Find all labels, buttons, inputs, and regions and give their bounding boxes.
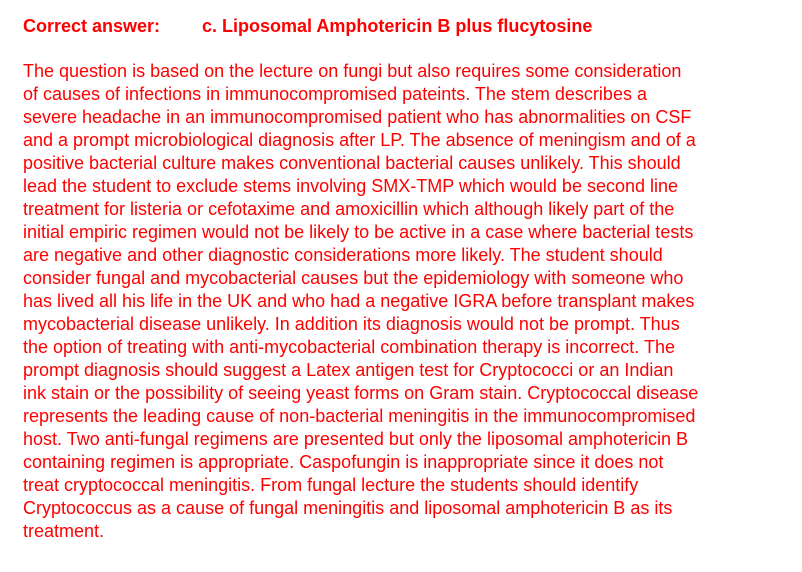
correct-answer-label: Correct answer: [23,16,161,36]
explanation-line: prompt diagnosis should suggest a Latex antigen test for Cryptococci or an Indian [23,360,674,380]
explanation-line: containing regimen is appropriate. Caspofungin is inappropriate since it does not [23,452,664,472]
explanation-line: are negative and other diagnostic considerations more likely. The student should [23,245,663,265]
explanation-line: ink stain or the possibility of seeing yeast forms on Gram stain. Cryptococcal disease [23,383,699,403]
explanation-line: of causes of infections in immunocompromised pateints. The stem describes a [23,84,647,104]
correct-answer-value: c. Liposomal Amphotericin B plus flucytosine [202,16,593,36]
correct-answer-line [23,15,592,37]
explanation-line: Cryptococcus as a cause of fungal meningitis and liposomal amphotericin B as its [23,498,673,518]
explanation-line: represents the leading cause of non-bacterial meningitis in the immunocompromised [23,406,696,426]
explanation-line: treatment for listeria or cefotaxime and amoxicillin which although likely part of the [23,199,675,219]
explanation-line: and a prompt microbiological diagnosis after LP. The absence of meningism and of a [23,130,696,150]
explanation-line: host. Two anti-fungal regimens are presented but only the liposomal amphotericin B [23,429,689,449]
explanation-line: the option of treating with anti-mycobacterial combination therapy is incorrect. The [23,337,675,357]
explanation-line: lead the student to exclude stems involving SMX-TMP which would be second line [23,176,679,196]
explanation-line: treat cryptococcal meningitis. From fungal lecture the students should identify [23,475,639,495]
explanation-line: treatment. [23,521,105,541]
explanation-line: initial empiric regimen would not be likely to be active in a case where bacterial tests [23,222,694,242]
explanation-line: mycobacterial disease unlikely. In addition its diagnosis would not be prompt. Thus [23,314,680,334]
explanation-line: The question is based on the lecture on fungi but also requires some consideration [23,61,682,81]
explanation-line: positive bacterial culture makes conventional bacterial causes unlikely. This should [23,153,681,173]
explanation-line: consider fungal and mycobacterial causes but the epidemiology with someone who [23,268,684,288]
explanation-line: severe headache in an immunocompromised patient who has abnormalities on CSF [23,107,692,127]
explanation-line: has lived all his life in the UK and who had a negative IGRA before transplant makes [23,291,695,311]
explanation-paragraph [23,60,698,543]
